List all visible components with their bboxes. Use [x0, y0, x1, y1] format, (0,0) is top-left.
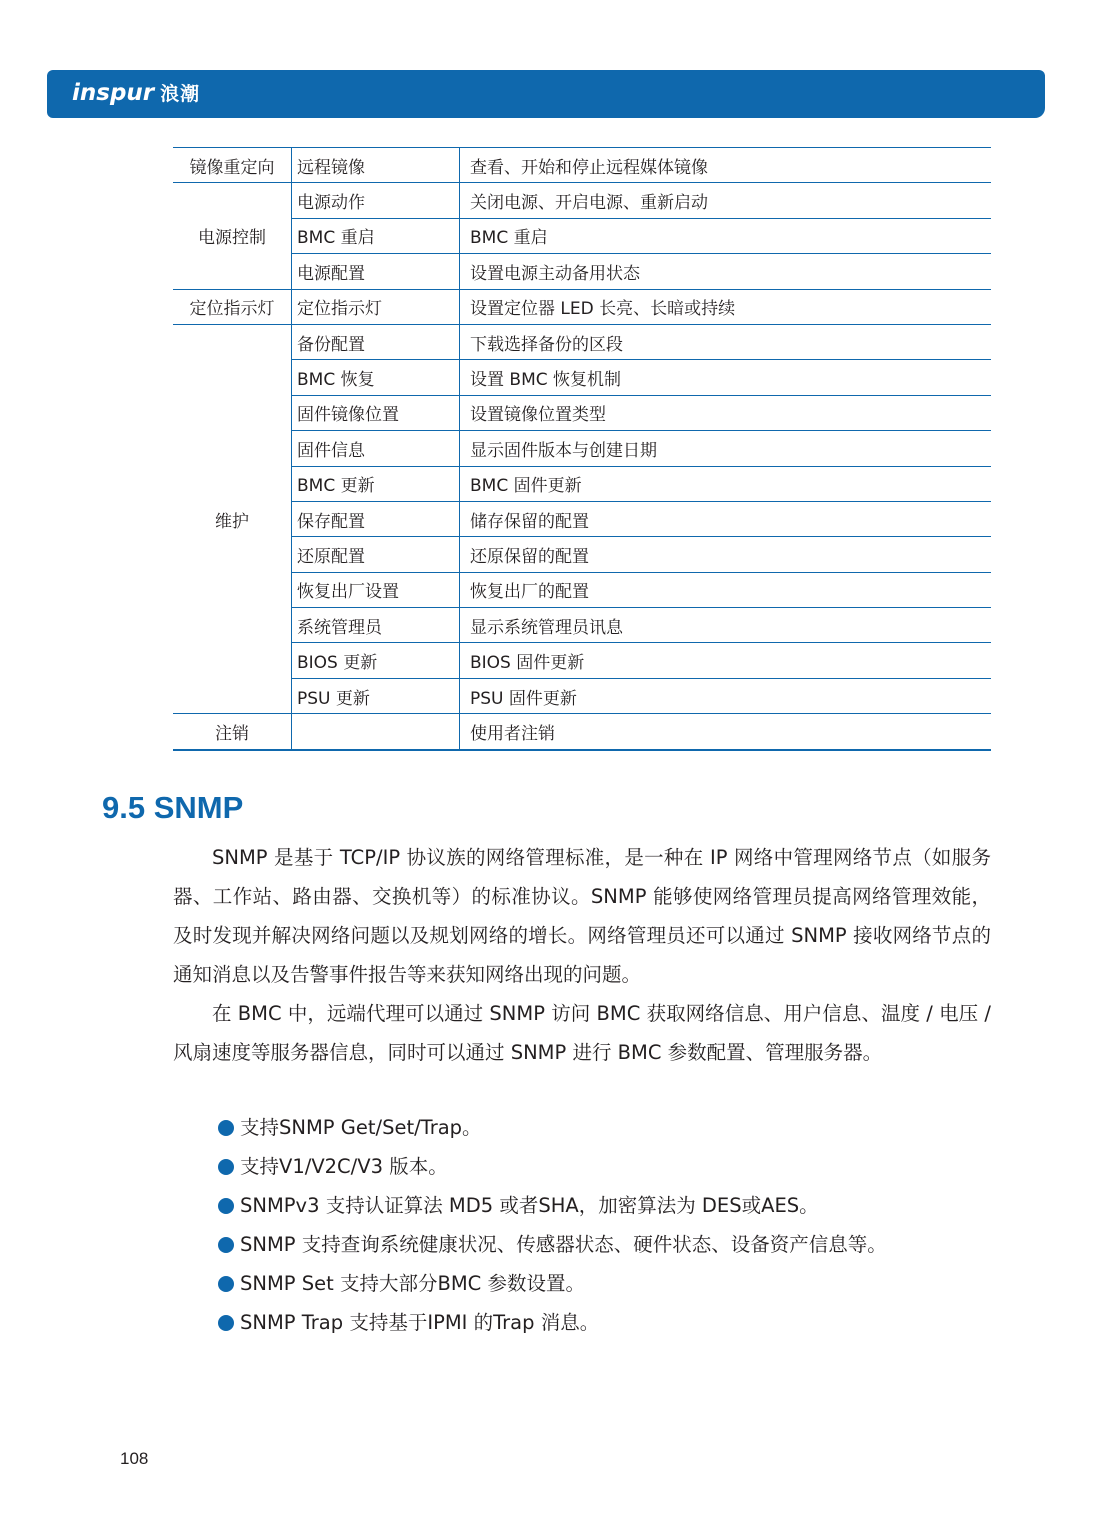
table-cell-item: 保存配置 — [292, 501, 460, 536]
table-cell-desc: 设置定位器 LED 长亮、长暗或持续 — [460, 289, 992, 324]
table-cell-desc: 设置 BMC 恢复机制 — [460, 360, 992, 395]
table-cell-item: BMC 恢复 — [292, 360, 460, 395]
bullet-dot-icon — [218, 1237, 234, 1253]
table-cell-desc: 显示系统管理员讯息 — [460, 608, 992, 643]
table-cell-item: 固件镜像位置 — [292, 395, 460, 430]
table-cell-group: 定位指示灯 — [173, 289, 292, 324]
table-cell-item: 备份配置 — [292, 324, 460, 359]
section-title: 9.5 SNMP — [102, 790, 244, 825]
table-cell-desc: BMC 固件更新 — [460, 466, 992, 501]
table-cell-desc: 储存保留的配置 — [460, 501, 992, 536]
table-cell-desc: 显示固件版本与创建日期 — [460, 431, 992, 466]
list-item — [218, 1303, 887, 1342]
table-cell-desc: 查看、开始和停止远程媒体镜像 — [460, 148, 992, 183]
table-cell-group: 电源控制 — [173, 183, 292, 289]
table-cell-item: 定位指示灯 — [292, 289, 460, 324]
list-item — [218, 1108, 887, 1147]
bullet-dot-icon — [218, 1120, 234, 1136]
bullet-dot-icon — [218, 1198, 234, 1214]
bullet-dot-icon — [218, 1276, 234, 1292]
table-cell-group: 镜像重定向 — [173, 148, 292, 183]
table-row — [173, 608, 991, 643]
list-item-text: SNMPv3 支持认证算法 MD5 或者SHA，加密算法为 DES或AES。 — [240, 1194, 819, 1217]
table-row — [173, 431, 991, 466]
table-cell-item: 电源配置 — [292, 254, 460, 289]
list-item-text: SNMP Set 支持大部分BMC 参数设置。 — [240, 1272, 585, 1295]
table-cell-desc: BMC 重启 — [460, 218, 992, 253]
table-row — [173, 148, 991, 183]
table-row — [173, 537, 991, 572]
list-item-text: SNMP Trap 支持基于IPMI 的Trap 消息。 — [240, 1311, 600, 1334]
table-cell-desc: BIOS 固件更新 — [460, 643, 992, 678]
paragraph: 在 BMC 中，远端代理可以通过 SNMP 访问 BMC 获取网络信息、用户信息、温度 / 电压 / 风扇速度等服务器信息，同时可以通过 SNMP 进行 BMC 参数配置、管理服务器。 — [173, 1002, 991, 1064]
table-row — [173, 395, 991, 430]
table-cell-desc: 使用者注销 — [460, 714, 992, 750]
table-cell-item: 远程镜像 — [292, 148, 460, 183]
table-cell-item: 固件信息 — [292, 431, 460, 466]
table-cell-item: 系统管理员 — [292, 608, 460, 643]
logo-cn-text: 浪潮 — [160, 83, 201, 105]
table-cell-item: BMC 更新 — [292, 466, 460, 501]
table-row — [173, 466, 991, 501]
logo-text: inspur — [72, 80, 155, 106]
table-row — [173, 678, 991, 713]
table-cell-group: 维护 — [173, 324, 292, 713]
list-item — [218, 1186, 887, 1225]
table-row — [173, 183, 991, 218]
table-row — [173, 572, 991, 607]
table-row — [173, 714, 991, 750]
paragraph: SNMP 是基于 TCP/IP 协议族的网络管理标准，是一种在 IP 网络中管理网络节点（如服务器、工作站、路由器、交换机等）的标准协议。SNMP 能够使网络管理员提高网络管理效能，及时发现并解决网络问题以及规划网络的增长。网络管理员还可以通过 SNMP 接收网络节点的通知消息以及告警事件报告等来获知网络出现的问题。 — [173, 846, 991, 986]
table-cell-desc: 设置镜像位置类型 — [460, 395, 992, 430]
section-body — [173, 838, 991, 1072]
table-row — [173, 218, 991, 253]
list-item — [218, 1225, 887, 1264]
feature-list — [218, 1108, 887, 1342]
table-row — [173, 360, 991, 395]
table-row — [173, 324, 991, 359]
table-row — [173, 254, 991, 289]
table-cell-desc: 关闭电源、开启电源、重新启动 — [460, 183, 992, 218]
table-cell-item: 恢复出厂设置 — [292, 572, 460, 607]
list-item-text: SNMP 支持查询系统健康状况、传感器状态、硬件状态、设备资产信息等。 — [240, 1233, 887, 1256]
list-item — [218, 1264, 887, 1303]
list-item-text: 支持V1/V2C/V3 版本。 — [240, 1155, 448, 1178]
page-number: 108 — [120, 1449, 149, 1468]
bullet-dot-icon — [218, 1159, 234, 1175]
table-cell-desc: 恢复出厂的配置 — [460, 572, 992, 607]
table-row — [173, 289, 991, 324]
list-item-text: 支持SNMP Get/Set/Trap。 — [240, 1116, 482, 1139]
function-table — [173, 147, 991, 751]
table-cell-item: 还原配置 — [292, 537, 460, 572]
table-cell-item: BMC 重启 — [292, 218, 460, 253]
table-cell-item: BIOS 更新 — [292, 643, 460, 678]
bullet-dot-icon — [218, 1315, 234, 1331]
table-cell-group: 注销 — [173, 714, 292, 750]
table-cell-desc: PSU 固件更新 — [460, 678, 992, 713]
table-cell-desc: 还原保留的配置 — [460, 537, 992, 572]
table-cell-item — [292, 714, 460, 750]
table-cell-desc: 下载选择备份的区段 — [460, 324, 992, 359]
table-row — [173, 643, 991, 678]
table-cell-desc: 设置电源主动备用状态 — [460, 254, 992, 289]
table-cell-item: 电源动作 — [292, 183, 460, 218]
table-cell-item: PSU 更新 — [292, 678, 460, 713]
list-item — [218, 1147, 887, 1186]
inspur-logo — [72, 78, 200, 109]
table-row — [173, 501, 991, 536]
